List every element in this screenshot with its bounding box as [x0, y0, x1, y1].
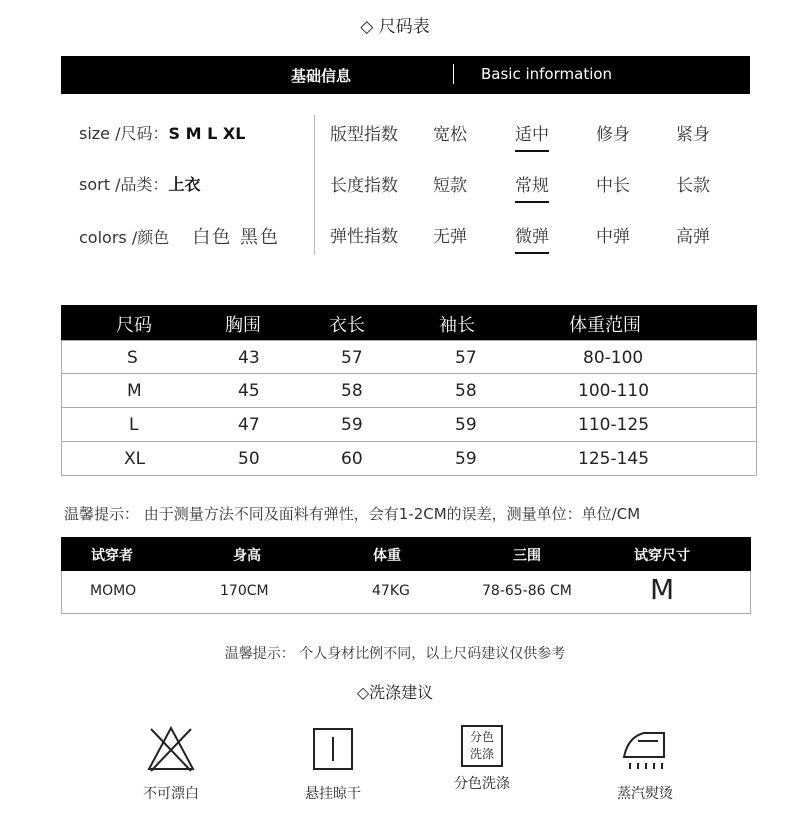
cell-model: MOMO: [90, 583, 137, 599]
size-label: size /尺码：: [79, 124, 169, 143]
cell-chest: 43: [238, 348, 260, 368]
length-option-selected: 常规: [515, 171, 549, 203]
cell-weight: 100-110: [578, 381, 650, 401]
cell-chest: 45: [238, 381, 260, 401]
fit-option: 修身: [596, 125, 630, 145]
basic-info-en: Basic information: [481, 65, 613, 83]
fit-option: 宽松: [433, 125, 467, 145]
sort-info: [79, 172, 200, 195]
length-index-label: 长度指数: [330, 176, 398, 196]
size-value: S M L XL: [168, 124, 246, 143]
length-option: 中长: [596, 176, 630, 196]
cell-size: L: [129, 415, 139, 435]
fit-option-selected: 适中: [515, 120, 549, 152]
fit-note: 温馨提示： 个人身材比例不同，以上尺码建议仅供参考: [224, 646, 566, 662]
sort-label: sort /品类：: [79, 175, 169, 194]
colors-info: [79, 223, 280, 249]
header-weight: 体重: [373, 548, 401, 564]
cell-weight: 110-125: [578, 415, 650, 435]
cell-sleeve: 57: [455, 348, 477, 368]
table-row: [61, 571, 751, 614]
cell-length: 59: [341, 415, 363, 435]
header-sleeve: 袖长: [439, 315, 475, 336]
fit-index-label: 版型指数: [330, 125, 398, 145]
elasticity-option: 高弹: [676, 227, 710, 247]
steam-iron-label: 蒸汽熨烫: [617, 786, 673, 802]
elasticity-index-label: 弹性指数: [330, 227, 398, 247]
measurement-note: 温馨提示： 由于测量方法不同及面料有弹性，会有1-2CM的误差，测量单位：单位/CM: [64, 505, 641, 523]
length-option: 短款: [433, 176, 467, 196]
cell-sleeve: 59: [455, 449, 477, 469]
cell-height: 170CM: [220, 583, 269, 599]
cell-try-size: M: [650, 573, 675, 606]
cell-size: XL: [124, 449, 146, 469]
header-length: 衣长: [329, 315, 365, 336]
cell-measurements: 78-65-86 CM: [482, 583, 572, 599]
basic-info-zh: 基础信息: [291, 67, 352, 85]
cell-chest: 47: [238, 415, 260, 435]
separate-wash-icon-text-1: 分色: [469, 730, 494, 744]
cell-sleeve: 59: [455, 415, 477, 435]
colors-value: 白色 黑色: [192, 227, 281, 248]
header-size: 尺码: [116, 315, 152, 336]
no-bleach-icon: [146, 758, 196, 777]
size-table: [61, 305, 757, 476]
hang-dry-icon: [310, 758, 356, 777]
header-measurements: 三围: [513, 548, 541, 564]
bar-divider: [453, 64, 454, 84]
cell-weight: 47KG: [372, 583, 410, 599]
cell-size: M: [127, 381, 142, 401]
cell-length: 60: [341, 449, 363, 469]
table-row: [61, 374, 757, 408]
header-chest: 胸围: [225, 315, 261, 336]
header-model: 试穿者: [91, 548, 133, 564]
length-option: 长款: [676, 176, 710, 196]
info-divider: [314, 115, 315, 255]
cell-weight: 125-145: [578, 449, 650, 469]
no-bleach-label: 不可漂白: [143, 786, 199, 802]
cell-chest: 50: [238, 449, 260, 469]
elasticity-option-selected: 微弹: [515, 222, 549, 254]
cell-size: S: [127, 348, 138, 368]
try-on-table: [61, 537, 751, 614]
cell-length: 57: [341, 348, 363, 368]
table-row: [61, 442, 757, 476]
elasticity-option: 无弹: [433, 227, 467, 247]
table-row: [61, 408, 757, 442]
elasticity-option: 中弹: [596, 227, 630, 247]
separate-wash-icon: [461, 725, 503, 767]
wash-item-no-bleach: [121, 725, 221, 803]
header-try-size: 试穿尺寸: [634, 548, 690, 564]
size-info: [79, 121, 245, 144]
cell-weight: 80-100: [583, 348, 644, 368]
steam-iron-icon: [618, 758, 672, 777]
wash-title: ◇洗涤建议: [356, 683, 434, 702]
basic-info-bar: [61, 56, 750, 94]
cell-length: 58: [341, 381, 363, 401]
wash-item-hang-dry: [283, 725, 383, 803]
wash-item-separate-wash: [432, 725, 532, 793]
fit-option: 紧身: [676, 125, 710, 145]
size-table-header: [61, 305, 757, 340]
header-height: 身高: [233, 548, 261, 564]
separate-wash-icon-text-2: 洗涤: [469, 747, 494, 761]
sort-value: 上衣: [168, 175, 201, 194]
separate-wash-label: 分色洗涤: [454, 776, 510, 792]
page-title: ◇ 尺码表: [360, 17, 430, 37]
header-weight-range: 体重范围: [569, 315, 641, 336]
colors-label: colors /颜色: [79, 228, 170, 247]
hang-dry-label: 悬挂晾干: [305, 786, 361, 802]
wash-item-steam-iron: [595, 725, 695, 803]
try-on-header: [61, 537, 751, 571]
cell-sleeve: 58: [455, 381, 477, 401]
table-row: [61, 340, 757, 374]
